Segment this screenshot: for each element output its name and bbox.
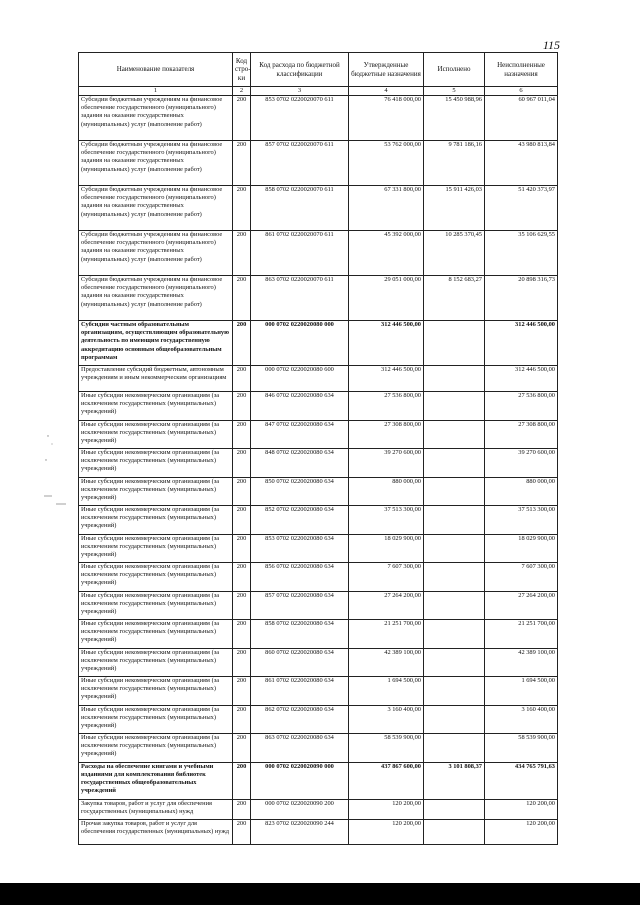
cell-executed bbox=[424, 563, 485, 592]
cell-expense-code: 000 0702 0220020080 000 bbox=[251, 321, 349, 366]
cell-line-code: 200 bbox=[233, 677, 251, 706]
cell-expense-code: 857 0702 0220020080 634 bbox=[251, 591, 349, 620]
cell-line-code: 200 bbox=[233, 392, 251, 421]
cell-unexecuted: 18 029 900,00 bbox=[485, 534, 558, 563]
cell-expense-code: 858 0702 0220020080 634 bbox=[251, 620, 349, 649]
column-number: 1 bbox=[79, 87, 233, 96]
table-row bbox=[79, 141, 558, 186]
table-row bbox=[79, 186, 558, 231]
table-row bbox=[79, 449, 558, 478]
cell-approved: 27 308 800,00 bbox=[349, 420, 424, 449]
cell-approved: 312 446 500,00 bbox=[349, 366, 424, 392]
cell-unexecuted: 7 607 300,00 bbox=[485, 563, 558, 592]
cell-line-code: 200 bbox=[233, 799, 251, 819]
cell-approved: 18 029 900,00 bbox=[349, 534, 424, 563]
cell-line-code: 200 bbox=[233, 449, 251, 478]
cell-indicator-name: Иные субсидии некоммерческим организациям (за исключением государственных (муниципальных) учреждений) bbox=[79, 563, 233, 592]
cell-unexecuted: 51 420 373,97 bbox=[485, 186, 558, 231]
cell-expense-code: 000 0702 0220020090 200 bbox=[251, 799, 349, 819]
cell-executed: 15 911 426,03 bbox=[424, 186, 485, 231]
cell-approved: 7 607 300,00 bbox=[349, 563, 424, 592]
cell-unexecuted: 37 513 300,00 bbox=[485, 506, 558, 535]
table-row bbox=[79, 477, 558, 506]
table-row bbox=[79, 677, 558, 706]
cell-expense-code: 857 0702 0220020070 611 bbox=[251, 141, 349, 186]
column-number-row bbox=[79, 87, 558, 96]
cell-executed bbox=[424, 799, 485, 819]
table-row bbox=[79, 231, 558, 276]
cell-indicator-name: Иные субсидии некоммерческим организациям (за исключением государственных (муниципальных) учреждений) bbox=[79, 392, 233, 421]
cell-executed bbox=[424, 506, 485, 535]
cell-indicator-name: Иные субсидии некоммерческим организациям (за исключением государственных (муниципальных) учреждений) bbox=[79, 648, 233, 677]
table-row bbox=[79, 366, 558, 392]
cell-approved: 27 264 200,00 bbox=[349, 591, 424, 620]
cell-indicator-name: Субсидии бюджетным учреждениям на финансовое обеспечение государственного (муниципального) задания на оказание государственных (муниципальных) услуг (выполнение работ) bbox=[79, 231, 233, 276]
cell-indicator-name: Иные субсидии некоммерческим организациям (за исключением государственных (муниципальных) учреждений) bbox=[79, 420, 233, 449]
cell-unexecuted: 27 264 200,00 bbox=[485, 591, 558, 620]
cell-line-code: 200 bbox=[233, 231, 251, 276]
cell-executed bbox=[424, 534, 485, 563]
cell-unexecuted: 120 200,00 bbox=[485, 799, 558, 819]
cell-line-code: 200 bbox=[233, 734, 251, 763]
cell-executed: 10 285 370,45 bbox=[424, 231, 485, 276]
table-row bbox=[79, 799, 558, 819]
header-unexecuted: Неисполненные назначения bbox=[485, 53, 558, 87]
cell-unexecuted: 27 308 800,00 bbox=[485, 420, 558, 449]
table-row bbox=[79, 96, 558, 141]
cell-expense-code: 863 0702 0220020070 611 bbox=[251, 276, 349, 321]
scan-bottom-border bbox=[0, 883, 640, 905]
cell-unexecuted: 21 251 700,00 bbox=[485, 620, 558, 649]
cell-expense-code: 848 0702 0220020080 634 bbox=[251, 449, 349, 478]
cell-executed bbox=[424, 705, 485, 734]
table-row bbox=[79, 734, 558, 763]
cell-indicator-name: Субсидии бюджетным учреждениям на финансовое обеспечение государственного (муниципального) задания на оказание государственных (муниципальных) услуг (выполнение работ) bbox=[79, 276, 233, 321]
cell-unexecuted: 27 536 800,00 bbox=[485, 392, 558, 421]
cell-expense-code: 858 0702 0220020070 611 bbox=[251, 186, 349, 231]
cell-line-code: 200 bbox=[233, 705, 251, 734]
cell-approved: 45 392 000,00 bbox=[349, 231, 424, 276]
cell-line-code: 200 bbox=[233, 563, 251, 592]
cell-line-code: 200 bbox=[233, 186, 251, 231]
table-row bbox=[79, 321, 558, 366]
cell-executed: 3 101 808,37 bbox=[424, 762, 485, 799]
cell-indicator-name: Иные субсидии некоммерческим организациям (за исключением государственных (муниципальных) учреждений) bbox=[79, 705, 233, 734]
cell-line-code: 200 bbox=[233, 141, 251, 186]
cell-line-code: 200 bbox=[233, 96, 251, 141]
cell-line-code: 200 bbox=[233, 321, 251, 366]
column-number: 5 bbox=[424, 87, 485, 96]
table-row bbox=[79, 591, 558, 620]
cell-indicator-name: Иные субсидии некоммерческим организациям (за исключением государственных (муниципальных) учреждений) bbox=[79, 677, 233, 706]
cell-unexecuted: 60 967 011,04 bbox=[485, 96, 558, 141]
cell-expense-code: 000 0702 0220020090 000 bbox=[251, 762, 349, 799]
cell-approved: 1 694 500,00 bbox=[349, 677, 424, 706]
cell-approved: 39 270 600,00 bbox=[349, 449, 424, 478]
cell-approved: 29 051 000,00 bbox=[349, 276, 424, 321]
table-row bbox=[79, 648, 558, 677]
header-executed: Исполнено bbox=[424, 53, 485, 87]
cell-approved: 27 536 800,00 bbox=[349, 392, 424, 421]
cell-approved: 53 762 000,00 bbox=[349, 141, 424, 186]
cell-indicator-name: Закупка товаров, работ и услуг для обеспечения государственных (муниципальных) нужд bbox=[79, 799, 233, 819]
cell-unexecuted: 42 389 100,00 bbox=[485, 648, 558, 677]
cell-line-code: 200 bbox=[233, 420, 251, 449]
cell-line-code: 200 bbox=[233, 762, 251, 799]
cell-expense-code: 862 0702 0220020080 634 bbox=[251, 705, 349, 734]
cell-executed bbox=[424, 420, 485, 449]
table-row bbox=[79, 762, 558, 799]
cell-indicator-name: Иные субсидии некоммерческим организациям (за исключением государственных (муниципальных) учреждений) bbox=[79, 591, 233, 620]
cell-executed bbox=[424, 648, 485, 677]
cell-approved: 3 160 400,00 bbox=[349, 705, 424, 734]
cell-approved: 880 000,00 bbox=[349, 477, 424, 506]
header-indicator-name: Наименование показателя bbox=[79, 53, 233, 87]
cell-approved: 312 446 500,00 bbox=[349, 321, 424, 366]
cell-expense-code: 856 0702 0220020080 634 bbox=[251, 563, 349, 592]
cell-expense-code: 860 0702 0220020080 634 bbox=[251, 648, 349, 677]
cell-executed bbox=[424, 620, 485, 649]
cell-indicator-name: Субсидии частным образовательным организациям, осуществляющим образовательную деятельность по имеющим государственную аккредитацию основным общеобразовательным программам bbox=[79, 321, 233, 366]
cell-line-code: 200 bbox=[233, 506, 251, 535]
cell-expense-code: 823 0702 0220020090 244 bbox=[251, 819, 349, 844]
cell-executed bbox=[424, 392, 485, 421]
cell-unexecuted: 312 446 500,00 bbox=[485, 366, 558, 392]
cell-unexecuted: 35 106 629,55 bbox=[485, 231, 558, 276]
column-number: 3 bbox=[251, 87, 349, 96]
cell-indicator-name: Иные субсидии некоммерческим организациям (за исключением государственных (муниципальных) учреждений) bbox=[79, 449, 233, 478]
table-row bbox=[79, 392, 558, 421]
cell-unexecuted: 312 446 500,00 bbox=[485, 321, 558, 366]
cell-expense-code: 852 0702 0220020080 634 bbox=[251, 506, 349, 535]
cell-executed bbox=[424, 477, 485, 506]
column-number: 4 bbox=[349, 87, 424, 96]
cell-executed bbox=[424, 677, 485, 706]
cell-unexecuted: 434 765 791,63 bbox=[485, 762, 558, 799]
cell-unexecuted: 20 898 316,73 bbox=[485, 276, 558, 321]
cell-executed: 8 152 683,27 bbox=[424, 276, 485, 321]
cell-line-code: 200 bbox=[233, 534, 251, 563]
cell-expense-code: 847 0702 0220020080 634 bbox=[251, 420, 349, 449]
page-number: 115 bbox=[542, 38, 560, 52]
cell-expense-code: 000 0702 0220020080 600 bbox=[251, 366, 349, 392]
budget-execution-table bbox=[78, 52, 558, 845]
cell-executed: 15 450 988,96 bbox=[424, 96, 485, 141]
cell-indicator-name: Предоставление субсидий бюджетным, автономным учреждениям и иным некоммерческим организациям bbox=[79, 366, 233, 392]
cell-expense-code: 853 0702 0220020080 634 bbox=[251, 534, 349, 563]
table-row bbox=[79, 534, 558, 563]
column-number: 2 bbox=[233, 87, 251, 96]
table-row bbox=[79, 705, 558, 734]
table-row bbox=[79, 506, 558, 535]
cell-indicator-name: Иные субсидии некоммерческим организациям (за исключением государственных (муниципальных) учреждений) bbox=[79, 620, 233, 649]
cell-approved: 67 331 800,00 bbox=[349, 186, 424, 231]
cell-line-code: 200 bbox=[233, 648, 251, 677]
cell-approved: 58 539 900,00 bbox=[349, 734, 424, 763]
cell-line-code: 200 bbox=[233, 366, 251, 392]
header-line-code: Код стро-ки bbox=[233, 53, 251, 87]
cell-indicator-name: Иные субсидии некоммерческим организациям (за исключением государственных (муниципальных) учреждений) bbox=[79, 734, 233, 763]
cell-indicator-name: Иные субсидии некоммерческим организациям (за исключением государственных (муниципальных) учреждений) bbox=[79, 506, 233, 535]
cell-approved: 37 513 300,00 bbox=[349, 506, 424, 535]
cell-unexecuted: 43 980 813,84 bbox=[485, 141, 558, 186]
column-number: 6 bbox=[485, 87, 558, 96]
cell-indicator-name: Иные субсидии некоммерческим организациям (за исключением государственных (муниципальных) учреждений) bbox=[79, 477, 233, 506]
cell-unexecuted: 3 160 400,00 bbox=[485, 705, 558, 734]
cell-unexecuted: 58 539 900,00 bbox=[485, 734, 558, 763]
cell-expense-code: 846 0702 0220020080 634 bbox=[251, 392, 349, 421]
cell-indicator-name: Расходы на обеспечение книгами и учебными изданиями для комплектования библиотек государственных общеобразовательных учреждений bbox=[79, 762, 233, 799]
cell-expense-code: 850 0702 0220020080 634 bbox=[251, 477, 349, 506]
table-body bbox=[79, 96, 558, 845]
cell-approved: 21 251 700,00 bbox=[349, 620, 424, 649]
cell-line-code: 200 bbox=[233, 477, 251, 506]
table-row bbox=[79, 563, 558, 592]
cell-executed bbox=[424, 366, 485, 392]
cell-approved: 120 200,00 bbox=[349, 819, 424, 844]
cell-approved: 42 389 100,00 bbox=[349, 648, 424, 677]
cell-unexecuted: 39 270 600,00 bbox=[485, 449, 558, 478]
cell-executed bbox=[424, 734, 485, 763]
table-header-row bbox=[79, 53, 558, 87]
cell-indicator-name: Субсидии бюджетным учреждениям на финансовое обеспечение государственного (муниципального) задания на оказание государственных (муниципальных) услуг (выполнение работ) bbox=[79, 186, 233, 231]
cell-indicator-name: Иные субсидии некоммерческим организациям (за исключением государственных (муниципальных) учреждений) bbox=[79, 534, 233, 563]
table-row bbox=[79, 420, 558, 449]
cell-line-code: 200 bbox=[233, 620, 251, 649]
cell-unexecuted: 880 000,00 bbox=[485, 477, 558, 506]
cell-approved: 76 418 000,00 bbox=[349, 96, 424, 141]
cell-indicator-name: Субсидии бюджетным учреждениям на финансовое обеспечение государственного (муниципального) задания на оказание государственных (муниципальных) услуг (выполнение работ) bbox=[79, 141, 233, 186]
cell-executed bbox=[424, 591, 485, 620]
cell-expense-code: 863 0702 0220020080 634 bbox=[251, 734, 349, 763]
cell-approved: 120 200,00 bbox=[349, 799, 424, 819]
table-row bbox=[79, 276, 558, 321]
cell-approved: 437 867 600,00 bbox=[349, 762, 424, 799]
cell-executed bbox=[424, 819, 485, 844]
scan-artifact-marks bbox=[40, 430, 70, 520]
cell-indicator-name: Субсидии бюджетным учреждениям на финансовое обеспечение государственного (муниципального) задания на оказание государственных (муниципальных) услуг (выполнение работ) bbox=[79, 96, 233, 141]
cell-line-code: 200 bbox=[233, 591, 251, 620]
cell-line-code: 200 bbox=[233, 819, 251, 844]
cell-unexecuted: 120 200,00 bbox=[485, 819, 558, 844]
header-expense-code: Код расхода по бюджетной классификации bbox=[251, 53, 349, 87]
cell-expense-code: 861 0702 0220020070 611 bbox=[251, 231, 349, 276]
table-row bbox=[79, 819, 558, 844]
cell-executed bbox=[424, 321, 485, 366]
cell-expense-code: 861 0702 0220020080 634 bbox=[251, 677, 349, 706]
header-approved: Утвержденные бюджетные назначения bbox=[349, 53, 424, 87]
cell-indicator-name: Прочая закупка товаров, работ и услуг для обеспечения государственных (муниципальных) нужд bbox=[79, 819, 233, 844]
cell-line-code: 200 bbox=[233, 276, 251, 321]
cell-executed: 9 781 186,16 bbox=[424, 141, 485, 186]
cell-unexecuted: 1 694 500,00 bbox=[485, 677, 558, 706]
cell-expense-code: 853 0702 0220020070 611 bbox=[251, 96, 349, 141]
cell-executed bbox=[424, 449, 485, 478]
table-row bbox=[79, 620, 558, 649]
